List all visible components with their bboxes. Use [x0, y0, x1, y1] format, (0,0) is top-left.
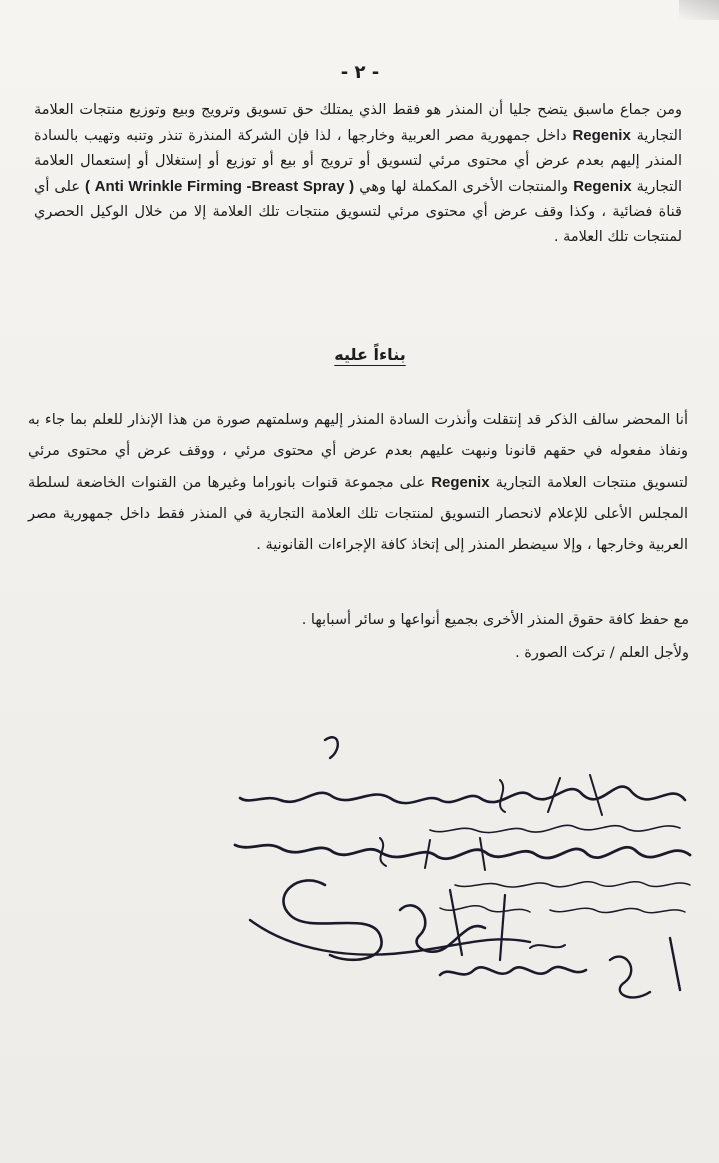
handwritten-signatures [230, 720, 700, 1020]
paragraph-notice-text-1: أنا المحضر سالف الذكر قد إنتقلت وأنذرت السادة المنذر إليهم وسلمتهم صورة من هذا الإنذار للعلم بما جاء به ونفاذ مفعوله في حقهم قانونا ونبهت عليهم بعدم عرض أي محتوى مرئي ، ووقف عرض أي محتوى مرئي لتسويق منتجات العلامة التجارية [28, 412, 689, 491]
closing-copy-left-line: ولأجل العلم / تركت الصورة . [515, 645, 689, 661]
signature-stroke [670, 938, 680, 990]
signature-stroke [235, 845, 690, 859]
signature-stroke [250, 920, 530, 955]
signature-stroke [455, 882, 690, 887]
scan-corner-shadow [679, 0, 719, 20]
paragraph-intro-text-2: داخل جمهورية مصر العربية وخارجها ، لذا فإن الشركة المنذرة تنذر وتنبه وتهيب بالسادة المنذر إليهم بعدم عرض أي محتوى مرئي لتسويق أو ترويج أو بيع أو توزيع أو إستغلال أو إستعمال العلامة التجارية [34, 128, 683, 195]
signature-stroke [610, 957, 650, 998]
page-number: - ٢ - [340, 62, 380, 83]
signature-stroke [283, 880, 381, 959]
signature-stroke [440, 906, 685, 913]
paragraph-intro [34, 98, 682, 250]
brand-name: Regenix [431, 474, 490, 491]
paragraph-notice-text-2: على مجموعة قنوات بانوراما وغيرها من القنوات الخاضعة لسلطة المجلس الأعلى للإعلام لانحصار التسويق لمنتجات تلك العلامة التجارية في المنذر فقط داخل جمهورية مصر العربية وخارجها ، وإلا سيضطر المنذر إلى إتخاذ كافة الإجراءات القانونية . [28, 475, 688, 553]
paragraph-notice [28, 405, 688, 561]
signature-stroke [430, 825, 680, 832]
paragraph-intro-text-3: والمنتجات الأخرى المكملة لها وهي [359, 179, 569, 195]
signature-stroke [440, 967, 586, 975]
signature-stroke [400, 905, 485, 951]
brand-name: Regenix [573, 178, 632, 195]
section-heading: بناءاً عليه [334, 345, 406, 364]
signature-stroke [240, 787, 685, 804]
signature-stroke [325, 737, 338, 758]
paragraph-intro-text-1: ومن جماع ماسبق يتضح جليا أن المنذر هو فقط الذي يمتلك حق تسويق وترويج وبيع وتوزيع منتجات العلامة التجارية [34, 102, 683, 144]
brand-name: Regenix [572, 127, 631, 144]
paragraph-intro-text-4: على أي قناة فضائية ، وكذا وقف عرض أي محتوى مرئي لتسويق منتجات تلك العلامة إلا من خلال الوكيل الحصري لمنتجات تلك العلامة . [34, 179, 682, 245]
product-list: ( Anti Wrinkle Firming -Breast Spray ) [85, 178, 355, 195]
closing-rights-line: مع حفظ كافة حقوق المنذر الأخرى بجميع أنواعها و سائر أسبابها . [301, 612, 689, 628]
signature-stroke [530, 945, 565, 948]
